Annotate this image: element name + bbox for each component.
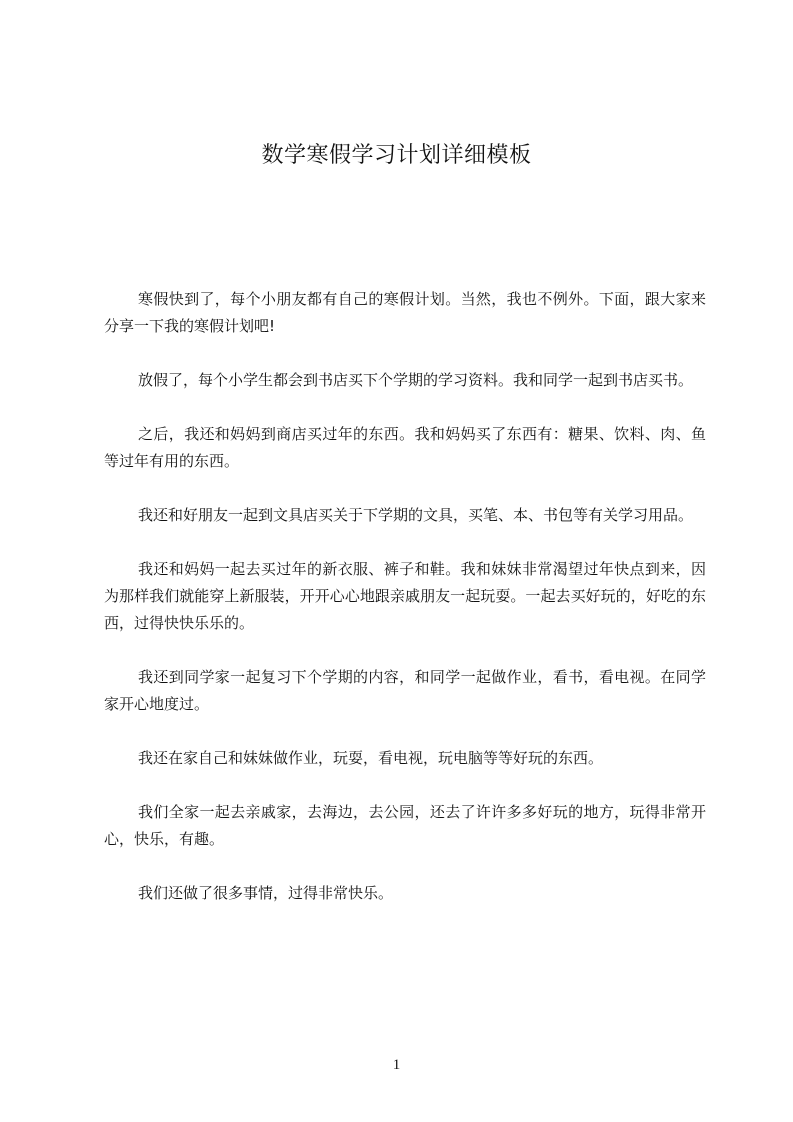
paragraph-9: 我们还做了很多事情，过得非常快乐。 <box>138 884 394 902</box>
paragraph-1: 寒假快到了，每个小朋友都有自己的寒假计划。当然，我也不例外。下面，跟大家来分享一下我的寒假计划吧! <box>104 290 706 335</box>
paragraph-7: 我还在家自己和妹妹做作业，玩耍，看电视，玩电脑等等好玩的东西。 <box>138 749 604 767</box>
document-title: 数学寒假学习计划详细模板 <box>261 143 532 168</box>
paragraph-8: 我们全家一起去亲戚家，去海边，去公园，还去了许许多多好玩的地方，玩得非常开心，快乐，有趣。 <box>104 803 706 848</box>
paragraph-5: 我还和妈妈一起去买过年的新衣服、裤子和鞋。我和妹妹非常渴望过年快点到来，因为那样我们就能穿上新服装，开开心心地跟亲戚朋友一起玩耍。一起去买好玩的，好吃的东西，过得快快乐乐的。 <box>104 560 706 632</box>
paragraph-6: 我还到同学家一起复习下个学期的内容，和同学一起做作业，看书，看电视。在同学家开心地度过。 <box>104 668 706 713</box>
document-body <box>104 286 706 934</box>
paragraph-4: 我还和好朋友一起到文具店买关于下学期的文具，买笔、本、书包等有关学习用品。 <box>138 506 694 524</box>
page-number: 1 <box>392 1057 401 1073</box>
paragraph-2: 放假了，每个小学生都会到书店买下个学期的学习资料。我和同学一起到书店买书。 <box>138 371 694 389</box>
paragraph-3: 之后，我还和妈妈到商店买过年的东西。我和妈妈买了东西有：糖果、饮料、肉、鱼等过年有用的东西。 <box>104 425 706 470</box>
